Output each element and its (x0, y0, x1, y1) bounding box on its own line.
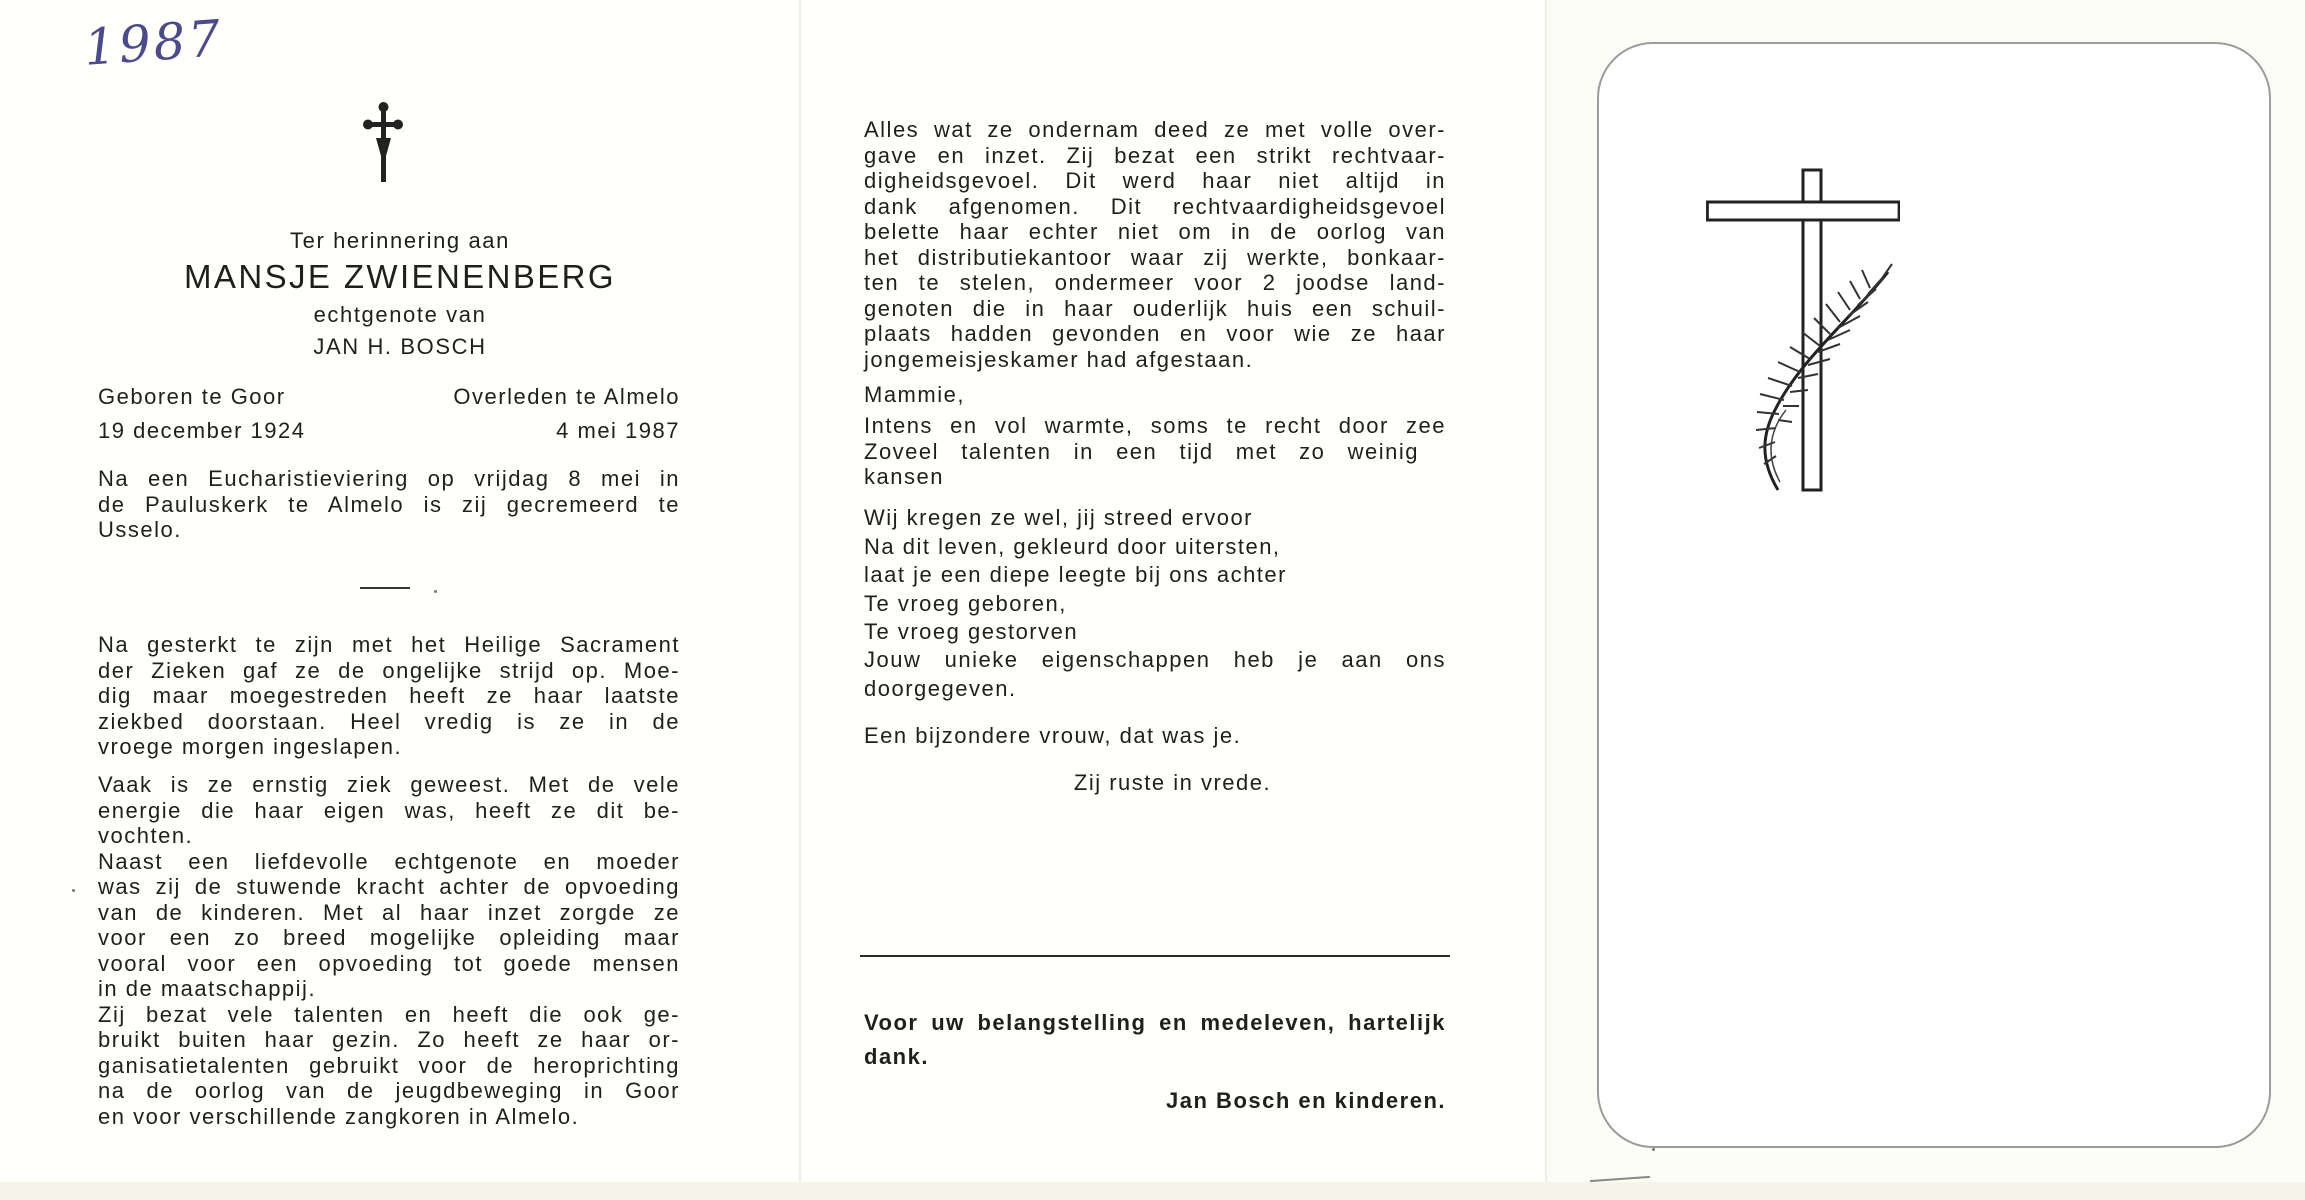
text-line: bruikt buiten haar gezin. Zo heeft ze haar or- (98, 1027, 680, 1052)
horizontal-rule (860, 955, 1450, 957)
fold-line-2 (1545, 0, 1547, 1190)
spouse-name: JAN H. BOSCH (313, 334, 487, 359)
sacrament-paragraph (98, 632, 680, 760)
text-line: was zij de stuwende kracht achter de opvoeding (98, 874, 680, 899)
deceased-name: MANSJE ZWIENENBERG (184, 258, 616, 295)
death-date: 4 mei 1987 (556, 418, 680, 443)
text-line: energie die haar eigen was, heeft ze dit be- (98, 797, 680, 823)
text-line: kansen (864, 464, 944, 489)
text-line: der Zieken gaf ze de ongelijke strijd op. Moe- (98, 657, 680, 683)
text-line: Vaak is ze ernstig ziek geweest. Met de vele (98, 772, 680, 797)
text-line: Intens en vol warmte, soms te recht door zee (864, 413, 1446, 438)
text-line: na de oorlog van de jeugdbeweging in Goor (98, 1078, 680, 1103)
text-line: genoten die in haar ouderlijk huis een schuil- (864, 295, 1446, 321)
text-line: ziekbed doorstaan. Heel vredig is ze in de (98, 708, 680, 734)
poem-stanza-3 (864, 646, 1446, 703)
text-line: dank. (864, 1044, 929, 1069)
text-line: Wij kregen ze wel, jij streed ervoor (864, 505, 1254, 530)
text-line: ganisatietalenten gebruikt voor de heroprichting (98, 1052, 680, 1078)
text-line: dig maar moegestreden heeft ze haar laatste (98, 683, 680, 708)
text-line: gave en inzet. Zij bezat een strikt rechtvaar- (864, 142, 1446, 168)
thanks-paragraph (864, 1006, 1446, 1074)
poem-stanza-2 (864, 504, 1446, 647)
birth-place: Geboren te Goor (98, 384, 286, 409)
text-line: vroege morgen ingeslapen. (98, 734, 403, 759)
text-line: ten te stelen, ondermeer voor 2 joodse land- (864, 270, 1446, 295)
text-line: Usselo. (98, 517, 182, 542)
text-line: Jouw unieke eigenschappen heb je aan ons (864, 647, 1446, 672)
funeral-paragraph (98, 466, 680, 543)
life-paragraph (98, 772, 680, 1129)
text-line: de Pauluskerk te Almelo is zij gecremeerd te (98, 491, 680, 517)
text-line: in de maatschappij. (98, 976, 317, 1001)
separator-dash (360, 587, 410, 589)
text-line: Na een Eucharistieviering op vrijdag 8 mei in (98, 466, 680, 491)
fold-line-1 (799, 0, 801, 1190)
text-line: en voor verschillende zangkoren in Almelo. (98, 1103, 580, 1129)
justice-paragraph (864, 117, 1446, 372)
text-line: voor een zo breed mogelijke opleiding maar (98, 925, 680, 950)
poem-stanza-1 (864, 413, 1446, 490)
closing-line: Een bijzondere vrouw, dat was je. (864, 723, 1242, 748)
cross-icon (360, 100, 406, 185)
text-line: laat je een diepe leegte bij ons achter (864, 562, 1287, 587)
memorial-card-front (1597, 42, 2271, 1148)
text-line: Naast een liefdevolle echtgenote en moeder (98, 848, 680, 874)
text-line: Zij bezat vele talenten en heeft die ook ge- (98, 1001, 680, 1027)
text-line: Te vroeg geboren, (864, 590, 1067, 616)
birth-date: 19 december 1924 (98, 418, 306, 443)
text-line: doorgegeven. (864, 675, 1017, 701)
text-line: van de kinderen. Met al haar inzet zorgde ze (98, 899, 680, 925)
paper-bottom-edge (0, 1182, 2305, 1200)
text-line: Zoveel talenten in een tijd met zo weinig (864, 438, 1419, 464)
signature: Jan Bosch en kinderen. (1166, 1088, 1446, 1113)
paper-speck (72, 889, 75, 892)
text-line: Na gesterkt te zijn met het Heilige Sacrament (98, 632, 680, 657)
text-line: belette haar echter niet om in de oorlog van (864, 219, 1446, 244)
death-place: Overleden te Almelo (453, 384, 680, 409)
text-line: Te vroeg gestorven (864, 619, 1079, 644)
text-line: Alles wat ze ondernam deed ze met volle over- (864, 117, 1446, 142)
text-line: Na dit leven, gekleurd door uitersten, (864, 533, 1281, 559)
paper-speck (1652, 1148, 1655, 1151)
text-line: Voor uw belangstelling en medeleven, hartelijk (864, 1010, 1446, 1035)
paper-speck (434, 590, 437, 593)
intro-text: Ter herinnering aan (290, 228, 510, 253)
greeting: Mammie, (864, 382, 965, 407)
text-line: dank afgenomen. Dit rechtvaardigheidsgevoel (864, 193, 1446, 219)
handwritten-year: 1987 (82, 9, 226, 77)
text-line: plaats hadden gevonden en voor wie ze haar (864, 321, 1446, 346)
cross-with-palm-icon (1700, 160, 1900, 500)
text-line: vooral voor een opvoeding tot goede mensen (98, 950, 680, 976)
rest-in-peace: Zij ruste in vrede. (1073, 770, 1272, 795)
text-line: vochten. (98, 823, 194, 848)
text-line: jongemeisjeskamer had afgestaan. (864, 346, 1254, 372)
text-line: digheidsgevoel. Dit werd haar niet altijd in (864, 168, 1446, 193)
text-line: het distributiekantoor waar zij werkte, bonkaar- (864, 244, 1446, 270)
relation-text: echtgenote van (313, 302, 487, 327)
